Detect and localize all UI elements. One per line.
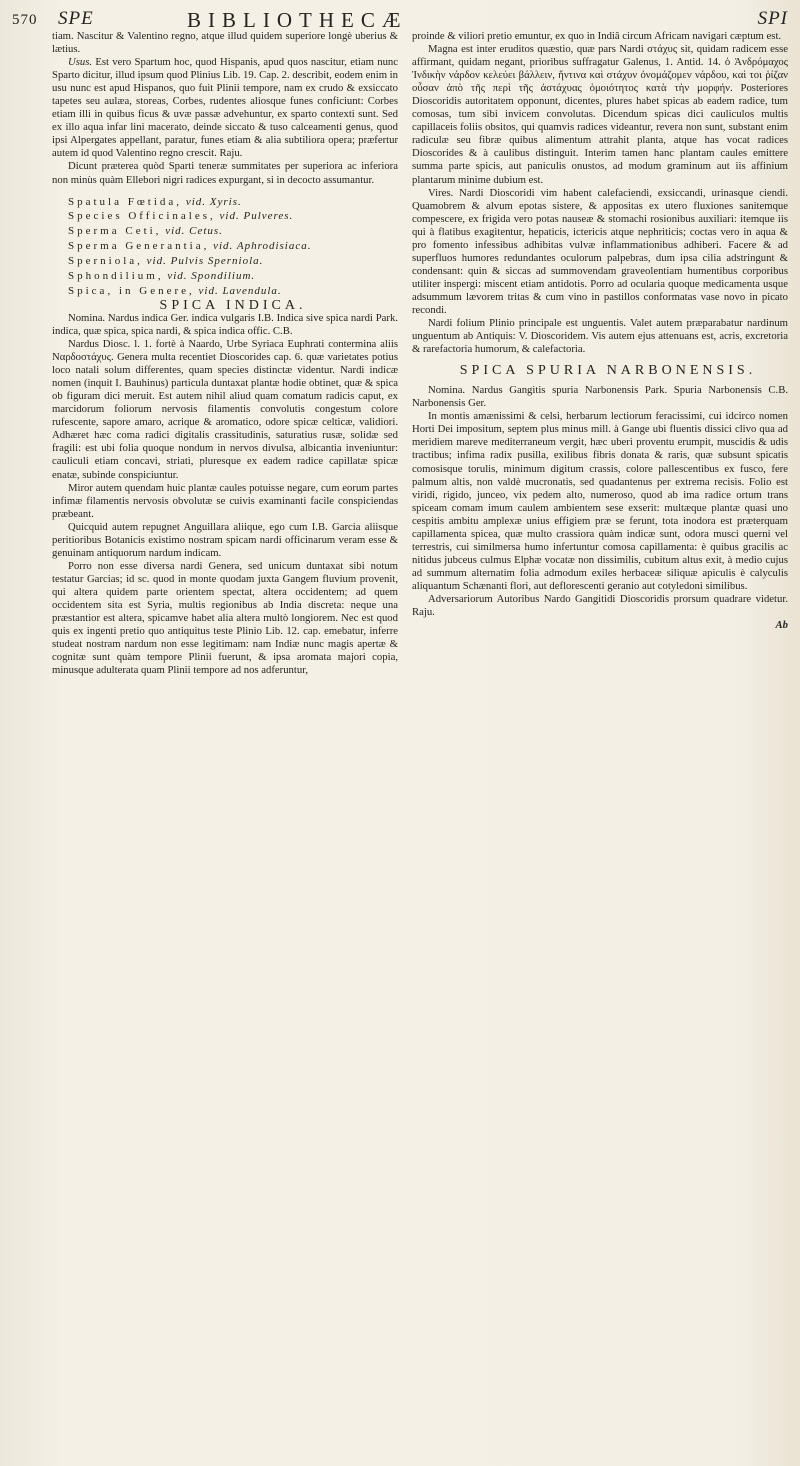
header-left-word: SPE: [58, 8, 94, 29]
cross-reference: Sphondilium, vid. Spondilium.: [68, 270, 256, 283]
paragraph: Nardus Diosc. l. 1. fortè à Naardo, Urbe Syriaca Euphrati contermina aliis Ναρδοστάχυς. Genera multa recentiet Dioscorides cap. 6. quæ varietates potius loco natali solum differentes, quam species distinctæ videntur. Nardi indicæ nomen (inquit I. Bauhinus) particula duntaxat plantæ hodie obtinet, quæ & spica ob figuram dici meruit. Est autem nihil aliud quam comatum radicis caput, ex marcidorum foliorum nervosis filamentis convolutis congestum colore rufescente, sapore amaro, acrique & aromatico, odore spicæ celticæ, validiori. Adhæret hæc coma radici digitalis crassitudinis, saturatius rusæ, solidæ sed fragili: est ubi folia quoque nondum in nervos divulsa, albicantia inveniuntur: cauliculi etiam concavi, striati, pluresque ex eadem radice capillatæ spicæ enatæ, subinde conspiciuntur.: [52, 338, 398, 481]
usus-text: Est vero Spartum hoc, quod Hispanis, apud quos nascitur, etiam nunc Sparto dicitur, illud ipsum quod Plinius Lib. 19. Cap. 2. describit, eodem enim in usu nunc est apud Hispanos, quo fuit Plinii tempore, nam ex crudo & exsiccato tapetes seu aulæa, storeas, Corbes, rudentes aliosque funes conficiunt: Corbes etiam illi in quibus ficus & uvæ passæ advehuntur, ex sparto contexti sunt. Sed ex illo aqua infar lini macerato, deinde siccato & tuso calceamenti genus, quod ipsi Alpergates appellant, paratur, funes etiam & alia subtiliora opera; præfertur autem id quod Valentino regno crescit. Raju.: [52, 56, 399, 160]
cross-reference: Species Officinales, vid. Pulveres.: [68, 210, 294, 223]
usus-label: Usus.: [68, 56, 93, 69]
paragraph: proinde & viliori pretio emuntur, ex quo in Indiâ circum Africam navigari cæptum est.: [412, 30, 782, 42]
section-heading: SPICA SPURIA NARBONENSIS.: [459, 363, 757, 379]
paragraph: Nardi folium Plinio principale est unguentis. Valet autem præparabatur nardinum unguentum ab Antiquis: V. Dioscoridem. Vis autem ejus attenuans est, acris, excretoria & rarefactoria humorum, & calefactoria.: [412, 317, 788, 356]
paragraph: In montis amænissimi & celsi, herbarum lectiorum feracissimi, cui idcirco nomen Horti Dei impositum, septem plus minus mill. à Gange ubi fluentis dissici clivo qua ad meridiem mareve mediterraneum vergit, hæc uberi proventu erumpit, muscidis & udis tractibus; infima radix pusilla, exilibus fibris donata & raris, quæ subsunt spicatis comosisque torulis, minimum digitum crassis, colore pallescentibus ex fusco, fere palmum altis, non valdè mucronatis, sed quadantenus per extrema recisis. Folio est viridi, rigido, junceo, vix pedem alto, numeroso, quod ab ima radice ortum trans spiceam comam imum caulem ambientem sese exserit: multæque plantæ quasi uno cespitis ambitu amplexæ unius effigiem præ se ferunt, tota inodora est præterquam capillamenta spicea, quæ multo crassiora quàm indicæ sunt, odora musci querni vel terrestris, cui similmersa humo infertuntur comosa capillamenta: è quibus gracilis ac nitidus jubceus culmus Elphæ vocatæ non dissimilis, cubitum altus exit, à medio cujus ad summum alternatim folia admodum exiles herbaceæ siliquæ apiculis è calyculis aliquantum Schænanti flori, aut deflorescenti geranio aut cotyledoni similibus.: [412, 410, 788, 592]
cross-reference: Sperniola, vid. Pulvis Sperniola.: [68, 255, 264, 268]
vires-paragraph: Vires. Nardi Dioscoridi vim habent calefaciendi, exsiccandi, urinasque ciendi. Quamobrem & alvum epotas sistere, & appositas ex utero fluxiones sanitemque compescere, ex frigida vero potas nauseæ & stomachi rosionibus auxiliari: itemque iis qui à flatibus exagitentur, hepaticis, ictericis atque nephriticis; coctas vero in aqua & pro fomento infessibus adhibitas vulvæ inflammationibus adhiberi. Facere & ad superfluos humores redundantes oculorum palpebras, dum ipsa cilia adstringunt & condensant: quin & siccas ad summovendam graveolentiam humentibus corporibus utiliter inspergi: miscent etiam antidotis. Porro ad ocularia quoque medicamenta usque adsummum lævorem tritas & cum vino in pastillos conformatas vase novo in picato recondi.: [412, 186, 788, 316]
catchword: Ab: [775, 619, 788, 632]
header-right-word: SPI: [757, 8, 788, 29]
cross-reference: Sperma Generantia, vid. Aphrodisiaca.: [68, 240, 312, 253]
cross-reference: Sperma Ceti, vid. Cetus.: [68, 225, 223, 238]
paragraph: Quicquid autem repugnet Anguillara aliique, ego cum I.B. Garcia aliisque peritioribus Botanicis existimo nostram spicam nardi officinarum veram esse & genuinam antiquorum nardum indicam.: [52, 520, 398, 559]
paragraph: Miror autem quendam huic plantæ caules potuisse negare, cum eorum partes infimæ filamentis nervosis obvolutæ se cuivis examinanti facile conspiciendas præbeant.: [52, 481, 398, 520]
nomina-paragraph: Nomina. Nardus indica Ger. indica vulgaris I.B. Indica sive spica nardi Park. indica, quæ spica, spica nardi, & spica indica offic. C.B.: [52, 311, 398, 337]
paragraph: Magna est inter eruditos quæstio, quæ pars Nardi στάχυς sit, quidam radicem esse affirmant, quidam negant, prioribus suffragatur Galenus, 1. Antid. 14. ὁ Ἀνδρόμαχος Ἰνδικὴν νάρδον κελεύει βάλλειν, ἥντινα καὶ στάχυν ὀνομάζομεν νάρδου, καὶ τοι ῥίζαν οὖσαν ἀπὸ τῆς περὶ τῆς ἀστάχυας ὁμοιότητος κατὰ τὴν μορφήν. Posteriores Dioscoridis autoritatem opponunt, dicentes, plures habet spicas ab eadem radice, tum comosas, tum sibi invicem convolutas. Dicendum spicas dici cauliculos multis capillaceis foliis obsitos, qui quamvis radices videantur, revera non sunt, substant enim radiculæ seu fibræ quibus alimentum attrahit planta, atque has vocat radices Dioscorides & à caulibus distinguit. Interim tamen hanc plantam caules emittere summa parte spicis, aut paniculis onustos, ad modum graminum aut iis affinium plantarum minime dubium est.: [412, 43, 788, 186]
header-title: BIBLIOTHECÆ: [187, 8, 408, 32]
left-column: [52, 30, 398, 677]
paragraph: Dicunt præterea quòd Sparti teneræ summitates per superiora ac inferiora non minùs quàm Ellebori nigri radices expurgant, si in decocto assumantur.: [52, 160, 398, 186]
right-column: [412, 30, 788, 632]
usus-paragraph: [52, 56, 398, 160]
cross-reference: Spica, in Genere, vid. Lavendula.: [68, 285, 282, 297]
paragraph: Adversariorum Autoribus Nardo Gangitidi Dioscoridis prorsum quadrare videtur. Raju.: [412, 592, 788, 619]
cross-reference: Spatula Fœtida, vid. Xyris.: [68, 195, 242, 208]
nomina-paragraph: Nomina. Nardus Gangitis spuria Narbonensis Park. Spuria Narbonensis C.B. Narbonensis Ger.: [412, 384, 788, 410]
page-number: 570: [12, 12, 38, 28]
paragraph: tiam. Nascitur & Valentino regno, atque illud quidem superiore longè uberius & lætius.: [52, 30, 398, 56]
section-heading: SPICA INDICA.: [159, 297, 307, 313]
paragraph: Porro non esse diversa nardi Genera, sed unicum duntaxat sibi notum testatur Garcias; id sc. quod in monte quodam juxta Gangem fluvium provenit, qui altera quidem parte orientem spectat, altera occidentem; ad quem occidentem sita est Syria, multis regionibus ab India discreta: neque una præstantior est altera, spicamve habet alia altera multò longiorem. Nec est quod quis ex ingenti pretio quo antiquitus teste Plinio Lib. 12. cap. emebatur, inferre studeat nostram nardum non esse legitimam: nam Indiæ nunc magis apertæ & cognitæ sunt quàm tempore Plinii fuerunt, & ipsa aromata majori copia, minusque adulterata quam Plinii tempore ad nos adferuntur,: [52, 559, 398, 677]
